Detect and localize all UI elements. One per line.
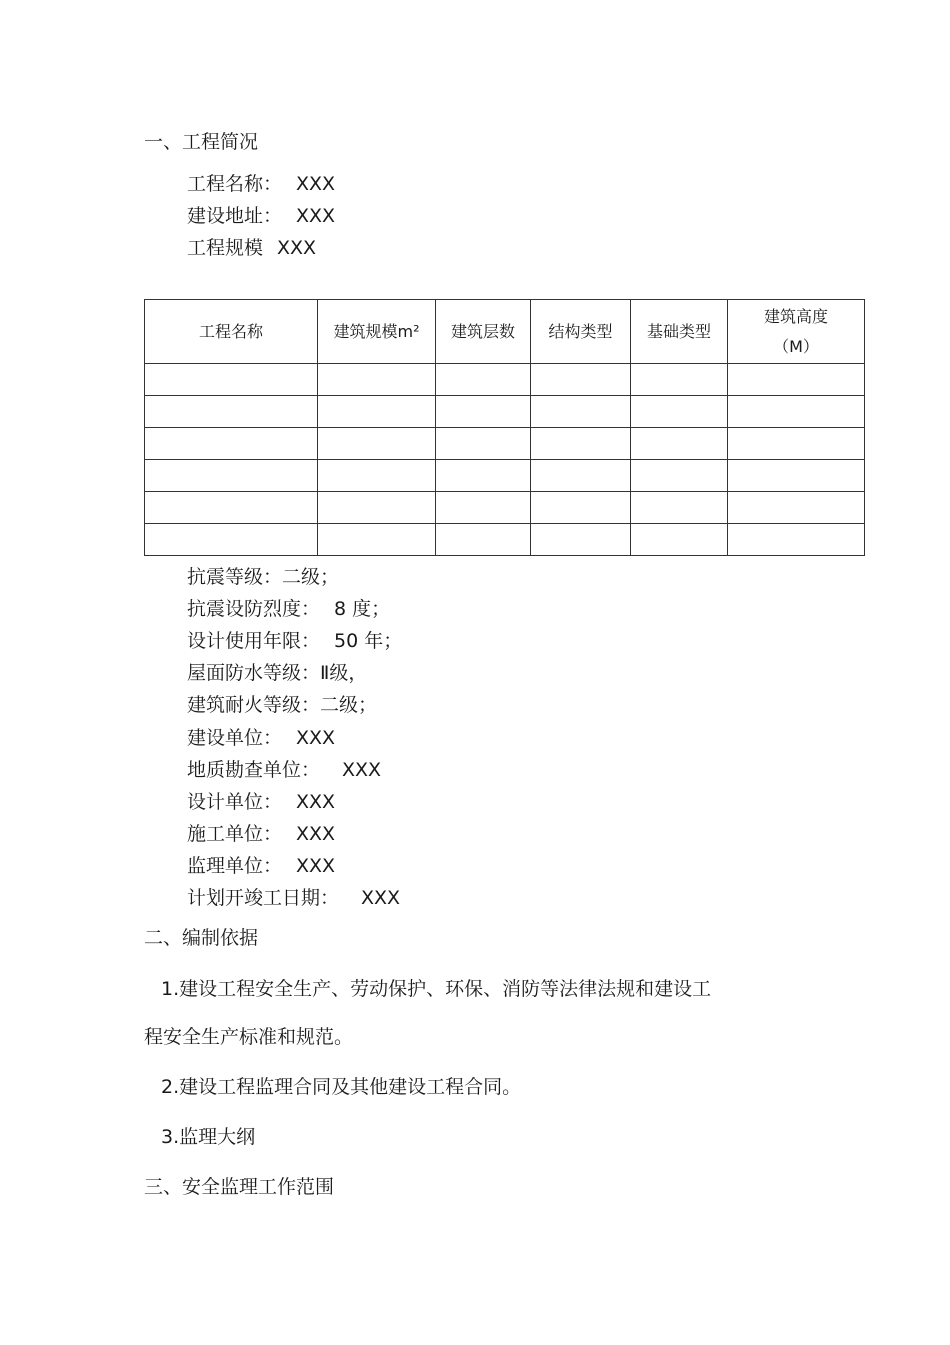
table-row [145, 460, 865, 492]
fire-rating-label: 建筑耐火等级： [187, 694, 321, 716]
seismic-grade-value: 二级； [282, 566, 340, 588]
design-unit-label: 设计单位： [187, 791, 283, 813]
table-cell [145, 492, 318, 524]
table-cell [728, 524, 865, 556]
section-2-heading: 二、编制依据 [144, 927, 259, 949]
seismic-intensity-label: 抗震设防烈度： [187, 598, 321, 620]
table-cell [631, 364, 728, 396]
table-header-row [145, 300, 865, 364]
table-cell [436, 396, 531, 428]
table-row [145, 396, 865, 428]
header-foundation-type: 基础类型 [631, 300, 728, 364]
table-cell [531, 364, 631, 396]
roof-waterproof-value: Ⅱ级， [320, 662, 368, 684]
project-scale-value: XXX [277, 237, 317, 259]
table-cell [145, 396, 318, 428]
geological-survey-unit-label: 地质勘查单位： [187, 759, 321, 781]
roof-waterproof-label: 屋面防水等级： [187, 662, 321, 684]
table-cell [318, 364, 436, 396]
header-building-height-unit: （M） [773, 336, 819, 356]
header-building-height-label: 建筑高度 [763, 306, 828, 326]
project-name-label: 工程名称： [187, 173, 283, 195]
table-cell [531, 460, 631, 492]
builder-unit-line [187, 822, 335, 846]
seismic-intensity-line [187, 597, 390, 621]
basis-item-2: 2.建设工程监理合同及其他建设工程合同。 [161, 1076, 522, 1098]
schedule-dates-label: 计划开竣工日期： [187, 887, 340, 909]
header-structure-type: 结构类型 [531, 300, 631, 364]
table-cell [531, 524, 631, 556]
table-cell [318, 428, 436, 460]
construction-unit-line [187, 726, 335, 750]
table-cell [436, 428, 531, 460]
table-cell [631, 460, 728, 492]
table-cell [436, 460, 531, 492]
table-cell [728, 492, 865, 524]
geological-survey-unit-line [187, 758, 381, 782]
table-cell [728, 396, 865, 428]
table-cell [145, 428, 318, 460]
design-life-line [187, 629, 402, 653]
basis-item-1-line-2: 程安全生产标准和规范。 [144, 1026, 354, 1048]
geological-survey-unit-value: XXX [342, 759, 382, 781]
supervision-unit-label: 监理单位： [187, 855, 283, 877]
design-unit-line [187, 790, 335, 814]
table-cell [145, 524, 318, 556]
project-address-line [187, 204, 335, 228]
section-1-heading: 一、工程简况 [144, 131, 259, 153]
design-life-label: 设计使用年限： [187, 630, 321, 652]
table-cell [436, 524, 531, 556]
supervision-unit-line [187, 854, 335, 878]
construction-unit-value: XXX [296, 727, 336, 749]
builder-unit-label: 施工单位： [187, 823, 283, 845]
header-building-height [728, 300, 865, 364]
header-project-name: 工程名称 [145, 300, 318, 364]
builder-unit-value: XXX [296, 823, 336, 845]
table-row [145, 492, 865, 524]
project-scale-label: 工程规模 [187, 237, 264, 259]
table-cell [145, 364, 318, 396]
table-cell [318, 524, 436, 556]
table-cell [531, 428, 631, 460]
project-address-value: XXX [296, 205, 336, 227]
table-row [145, 364, 865, 396]
seismic-intensity-value: 8 度； [334, 598, 391, 620]
roof-waterproof-line [187, 661, 367, 685]
table-cell [318, 396, 436, 428]
table-cell [631, 396, 728, 428]
project-name-value: XXX [296, 173, 336, 195]
section-3-heading: 三、安全监理工作范围 [144, 1176, 335, 1198]
design-life-value: 50 年； [334, 630, 403, 652]
table-cell [531, 492, 631, 524]
project-info-table [144, 299, 865, 556]
table-cell [631, 492, 728, 524]
seismic-grade-label: 抗震等级： [187, 566, 283, 588]
seismic-grade-line [187, 565, 339, 589]
table-cell [728, 364, 865, 396]
table-cell [318, 460, 436, 492]
header-building-scale: 建筑规模m² [318, 300, 436, 364]
table-row [145, 428, 865, 460]
table-cell [436, 492, 531, 524]
project-address-label: 建设地址： [187, 205, 283, 227]
supervision-unit-value: XXX [296, 855, 336, 877]
fire-rating-value: 二级； [320, 694, 378, 716]
project-name-line [187, 172, 335, 196]
table-row [145, 524, 865, 556]
design-unit-value: XXX [296, 791, 336, 813]
table-cell [631, 524, 728, 556]
header-floors: 建筑层数 [436, 300, 531, 364]
table-cell [728, 460, 865, 492]
table-cell [531, 396, 631, 428]
table-cell [145, 460, 318, 492]
basis-item-3: 3.监理大纲 [161, 1126, 256, 1148]
project-scale-line [187, 236, 316, 260]
table-cell [318, 492, 436, 524]
table-cell [631, 428, 728, 460]
schedule-dates-value: XXX [361, 887, 401, 909]
basis-item-1-line-1: 1.建设工程安全生产、劳动保护、环保、消防等法律法规和建设工 [161, 978, 712, 1000]
schedule-dates-line [187, 886, 400, 910]
table-cell [436, 364, 531, 396]
construction-unit-label: 建设单位： [187, 727, 283, 749]
fire-rating-line [187, 693, 377, 717]
table-cell [728, 428, 865, 460]
